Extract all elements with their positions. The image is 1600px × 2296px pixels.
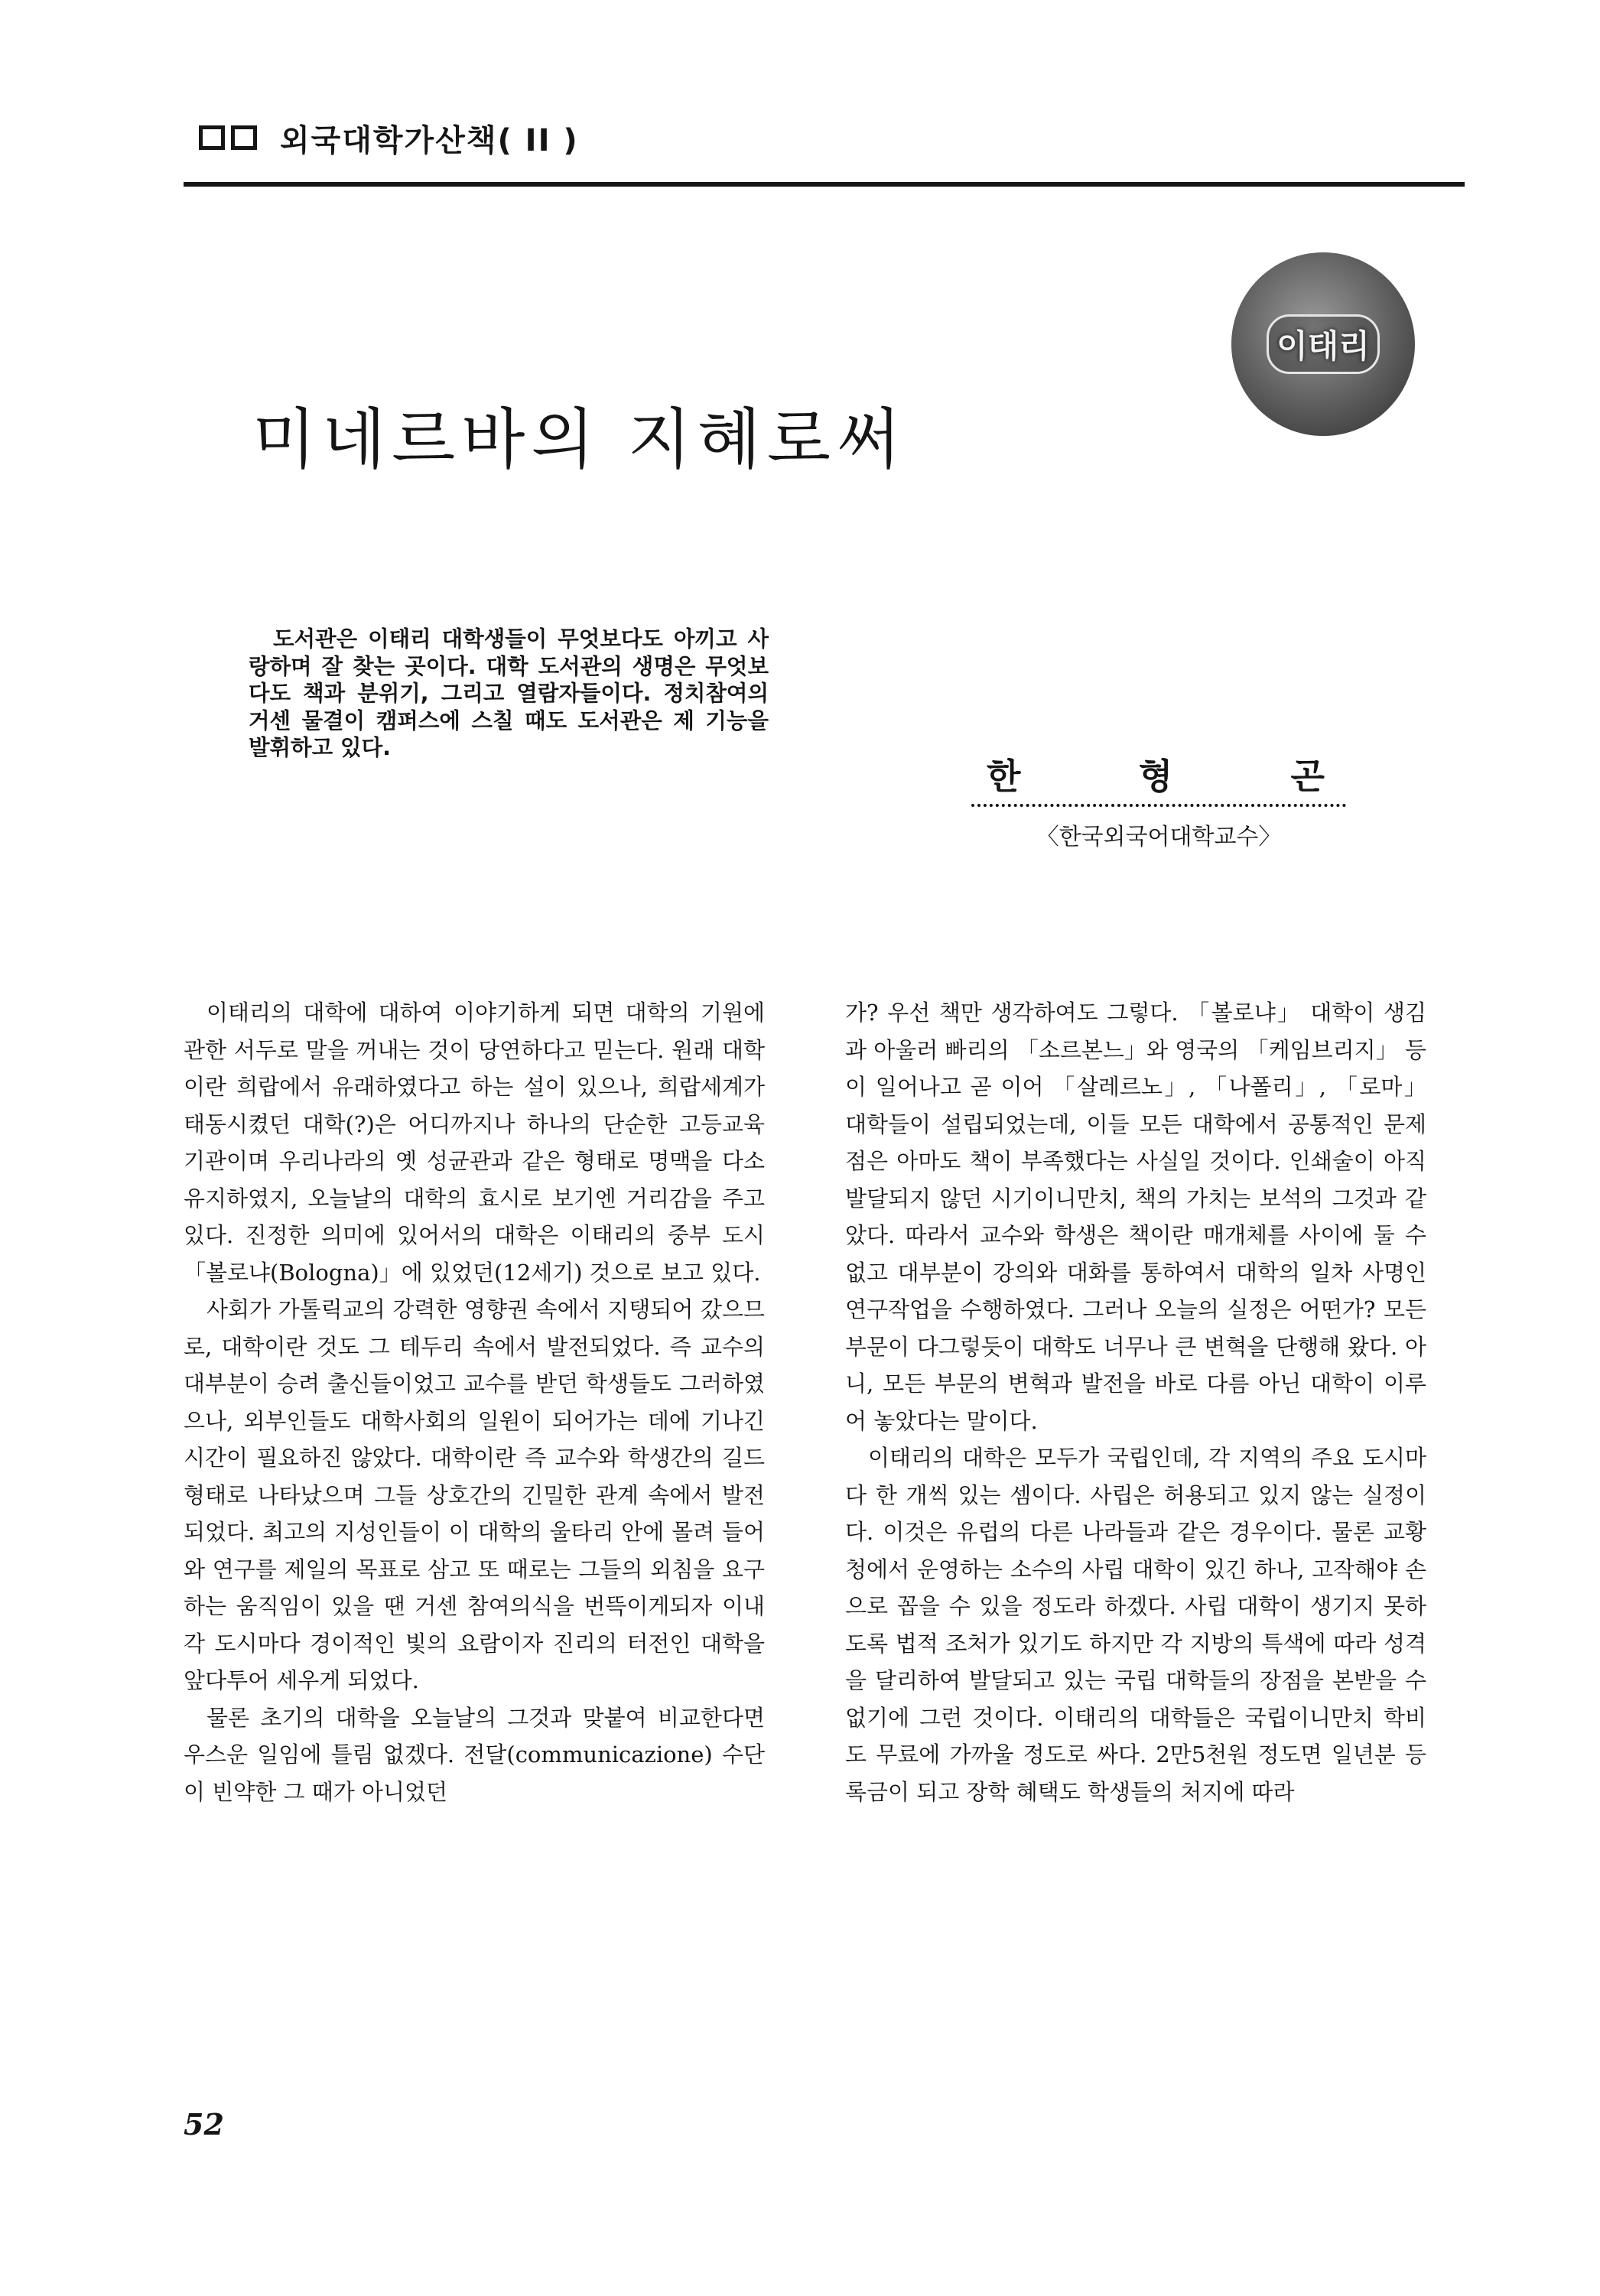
header-rule (184, 182, 1465, 187)
author-name: 한 형 곤 (987, 756, 1325, 797)
country-badge (1231, 252, 1415, 436)
section-header (199, 107, 579, 168)
author-block (971, 753, 1346, 851)
body-column-right (845, 994, 1426, 1810)
body-paragraph: 이태리의 대학은 모두가 국립인데, 각 지역의 주요 도시마다 한 개씩 있는 셈이다. 사립은 허용되고 있지 않는 실정이다. 이것은 유럽의 다른 나라들과 같은 경우이다. 물론 교황청에서 운영하는 소수의 사립 대학이 있긴 하나, 고작해야 손으로 꼽을 수 있을 정도라 하겠다. 사립 대학이 생기지 못하도록 법적 조처가 있기도 하지만 각 지방의 특색에 따라 성격을 달리하여 발달되고 있는 국립 대학들의 장점을 본받을 수 없기에 그런 것이다. 이태리의 대학들은 국립이니만치 학비도 무료에 가까울 정도로 싸다. 2만5천원 정도면 일년분 등록금이 되고 장학 혜택도 학생들의 처지에 따라 (845, 1445, 1426, 1805)
author-dotted-rule (971, 804, 1346, 807)
section-label: 외국대학가산책( II ) (280, 122, 579, 158)
lead-paragraph: 도서관은 이태리 대학생들이 무엇보다도 아끼고 사랑하며 잘 찾는 곳이다. 대학 도서관의 생명은 무엇보다도 책과 분위기, 그리고 열람자들이다. 정치참여의 거센 물결이 캠퍼스에 스칠 때도 도서관은 제 기능을 발휘하고 있다. (249, 626, 769, 760)
body-paragraph: 사회가 가톨릭교의 강력한 영향권 속에서 지탱되어 갔으므로, 대학이란 것도 그 테두리 속에서 발전되었다. 즉 교수의 대부분이 승려 출신들이었고 교수를 받던 학생들도 그러하였으나, 외부인들도 대학사회의 일원이 되어가는 데에 기나긴 시간이 필요하진 않았다. 대학이란 즉 교수와 학생간의 길드 형태로 나타났으며 그들 상호간의 긴밀한 관계 속에서 발전되었다. 최고의 지성인들이 이 대학의 울타리 안에 몰려 들어와 연구를 제일의 목표로 삼고 또 때로는 그들의 외침을 요구하는 움직임이 있을 땐 거센 참여의식을 번뜩이게되자 이내 각 도시마다 경이적인 빛의 요람이자 진리의 터전인 대학을 앞다투어 세우게 되었다. (184, 1296, 765, 1693)
body-paragraph: 이태리의 대학에 대하여 이야기하게 되면 대학의 기원에 관한 서두로 말을 꺼내는 것이 당연하다고 믿는다. 원래 대학이란 희랍에서 유래하였다고 하는 설이 있으나, 희랍세계가 태동시켰던 대학(?)은 어디까지나 하나의 단순한 고등교육 기관이며 우리나라의 옛 성균관과 같은 형태로 명맥을 다소 유지하였지, 오늘날의 대학의 효시로 보기엔 거리감을 주고 있다. 진정한 의미에 있어서의 대학은 이태리의 중부 도시 「볼로냐(Bologna)」에 있었던(12세기) 것으로 보고 있다. (184, 1000, 765, 1286)
body-paragraph: 가? 우선 책만 생각하여도 그렇다. 「볼로냐」 대학이 생김과 아울러 빠리의 「소르본느」와 영국의 「케임브리지」 등이 일어나고 곧 이어 「살레르노」, 「나폴리」, 「로마」 대학들이 설립되었는데, 이들 모든 대학에서 공통적인 문제점은 아마도 책이 부족했다는 사실일 것이다. 인쇄술이 아직 발달되지 않던 시기이니만치, 책의 가치는 보석의 그것과 같았다. 따라서 교수와 학생은 책이란 매개체를 사이에 둘 수 없고 대부분이 강의와 대화를 통하여서 대학의 일차 사명인 연구작업을 수행하였다. 그러나 오늘의 실정은 어떤가? 모든 부문이 다그렇듯이 대학도 너무나 큰 변혁을 단행해 왔다. 아니, 모든 부문의 변혁과 발전을 바로 다름 아닌 대학이 이루어 놓았다는 말이다. (845, 1000, 1426, 1434)
body-paragraph: 물론 초기의 대학을 오늘날의 그것과 맞붙여 비교한다면 우스운 일임에 틀림 없겠다. 전달(communicazione) 수단이 빈약한 그 때가 아니었던 (184, 1704, 765, 1805)
country-label: 이태리 (1267, 314, 1380, 374)
page-number: 52 (184, 2107, 224, 2142)
body-column-left (184, 994, 765, 1810)
square-bullet-icon (231, 125, 257, 150)
article-title: 미네르바의 지혜로써 (252, 402, 907, 478)
square-bullet-icon (199, 125, 225, 150)
author-affiliation: 〈한국외국어대학교수〉 (1036, 824, 1282, 850)
